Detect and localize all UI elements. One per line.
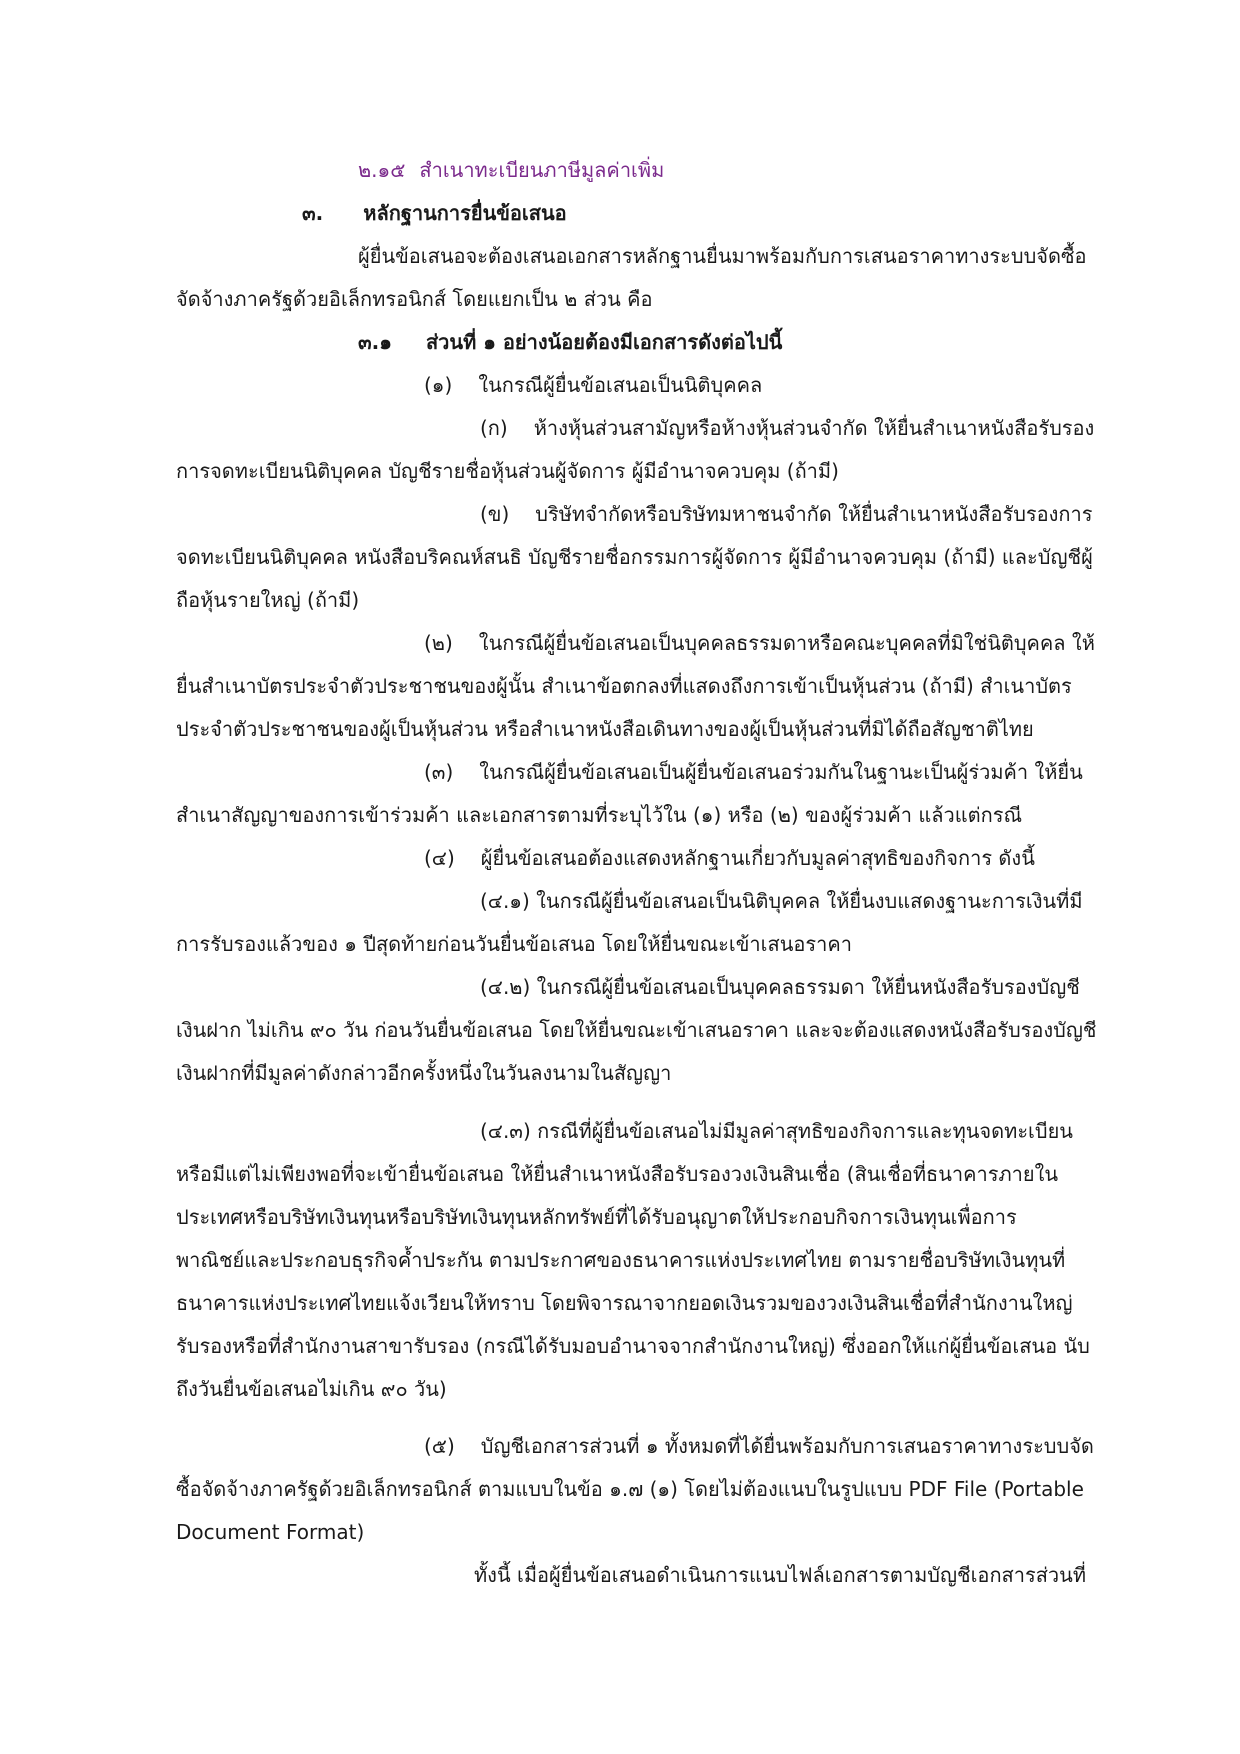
item-1b-text: บริษัทจำกัดหรือบริษัทมหาชนจำกัด ให้ยื่นสำเนาหนังสือรับรองการ [535, 502, 1093, 526]
intro-line-2: จัดจ้างภาครัฐด้วยอิเล็กทรอนิกส์ โดยแยกเป็น ๒ ส่วน คือ [176, 287, 653, 311]
section-3-1-heading [358, 328, 782, 356]
item-5-line-1 [424, 1432, 1094, 1460]
item-1a-line-1 [480, 414, 1094, 442]
item-5-line-3: Document Format) [176, 1520, 365, 1544]
item-1b-line-1 [480, 500, 1093, 528]
item-4-2-line-3: เงินฝากที่มีมูลค่าดังกล่าวอีกครั้งหนึ่งในวันลงนามในสัญญา [176, 1061, 672, 1085]
section-3-heading [302, 199, 567, 227]
item-4-2-line-2: เงินฝาก ไม่เกิน ๙๐ วัน ก่อนวันยื่นข้อเสนอ โดยให้ยื่นขณะเข้าเสนอราคา และจะต้องแสดงหนังสือรับรองบัญชี [176, 1018, 1097, 1042]
item-1-number: (๑) [424, 373, 453, 397]
item-4-1-line-2: การรับรองแล้วของ ๑ ปีสุดท้ายก่อนวันยื่นข้อเสนอ โดยให้ยื่นขณะเข้าเสนอราคา [176, 932, 852, 956]
item-1b-line-3: ถือหุ้นรายใหญ่ (ถ้ามี) [176, 588, 360, 612]
item-1-text: ในกรณีผู้ยื่นข้อเสนอเป็นนิติบุคคล [478, 373, 763, 397]
item-5-number: (๕) [424, 1434, 455, 1458]
item-1 [424, 371, 762, 399]
item-4-1-number: (๔.๑) [480, 889, 530, 913]
item-4-1-line-1 [480, 887, 1083, 915]
item-1a-text: ห้างหุ้นส่วนสามัญหรือห้างหุ้นส่วนจำกัด ให้ยื่นสำเนาหนังสือรับรอง [533, 416, 1095, 440]
item-2-15-number: ๒.๑๕ [358, 158, 406, 182]
item-2-15 [358, 156, 664, 184]
item-2-15-text: สำเนาทะเบียนภาษีมูลค่าเพิ่ม [419, 158, 665, 182]
item-1a-number: (ก) [480, 416, 508, 440]
item-4 [424, 844, 1035, 872]
item-4-number: (๔) [424, 846, 455, 870]
item-3-line-2: สำเนาสัญญาของการเข้าร่วมค้า และเอกสารตามที่ระบุไว้ใน (๑) หรือ (๒) ของผู้ร่วมค้า แล้วแต่กรณี [176, 803, 1023, 827]
item-4-3-line-1 [480, 1117, 1073, 1145]
item-4-2-line-1 [480, 973, 1080, 1001]
item-2-line-2: ยื่นสำเนาบัตรประจำตัวประชาชนของผู้นั้น สำเนาข้อตกลงที่แสดงถึงการเข้าเป็นหุ้นส่วน (ถ้ามี) สำเนาบัตร [176, 674, 1072, 698]
item-2-text: ในกรณีผู้ยื่นข้อเสนอเป็นบุคคลธรรมดาหรือคณะบุคคลที่มิใช่นิติบุคคล ให้ [478, 631, 1095, 655]
item-4-3-line-3: ประเทศหรือบริษัทเงินทุนหรือบริษัทเงินทุนหลักทรัพย์ที่ได้รับอนุญาตให้ประกอบกิจการเงินทุนเพื่อการ [176, 1205, 1017, 1229]
item-3-text: ในกรณีผู้ยื่นข้อเสนอเป็นผู้ยื่นข้อเสนอร่วมกันในฐานะเป็นผู้ร่วมค้า ให้ยื่น [479, 760, 1083, 784]
item-1b-number: (ข) [480, 502, 510, 526]
item-5-text: บัญชีเอกสารส่วนที่ ๑ ทั้งหมดที่ได้ยื่นพร้อมกับการเสนอราคาทางระบบจัด [480, 1434, 1094, 1458]
item-4-1-text: ในกรณีผู้ยื่นข้อเสนอเป็นนิติบุคคล ให้ยื่นงบแสดงฐานะการเงินที่มี [536, 889, 1083, 913]
section-3-1-title: ส่วนที่ ๑ อย่างน้อยต้องมีเอกสารดังต่อไปนี้ [425, 330, 783, 354]
item-4-3-number: (๔.๓) [480, 1119, 531, 1143]
item-3-line-1 [424, 758, 1083, 786]
item-4-3-line-7: ถึงวันยื่นข้อเสนอไม่เกิน ๙๐ วัน) [176, 1377, 447, 1401]
intro-line-1: ผู้ยื่นข้อเสนอจะต้องเสนอเอกสารหลักฐานยื่นมาพร้อมกับการเสนอราคาทางระบบจัดซื้อ [358, 244, 1087, 268]
item-4-3-line-4: พาณิชย์และประกอบธุรกิจค้ำประกัน ตามประกาศของธนาคารแห่งประเทศไทย ตามรายชื่อบริษัทเงินทุนที่ [176, 1248, 1066, 1272]
item-4-2-text: ในกรณีผู้ยื่นข้อเสนอเป็นบุคคลธรรมดา ให้ยื่นหนังสือรับรองบัญชี [536, 975, 1080, 999]
final-paragraph-line-1: ทั้งนี้ เมื่อผู้ยื่นข้อเสนอดำเนินการแนบไฟล์เอกสารตามบัญชีเอกสารส่วนที่ [474, 1563, 1087, 1587]
item-4-3-line-5: ธนาคารแห่งประเทศไทยแจ้งเวียนให้ทราบ โดยพิจารณาจากยอดเงินรวมของวงเงินสินเชื่อที่สำนักงานใหญ่ [176, 1291, 1073, 1315]
item-4-3-line-6: รับรองหรือที่สำนักงานสาขารับรอง (กรณีได้รับมอบอำนาจจากสำนักงานใหญ่) ซึ่งออกให้แก่ผู้ยื่นข้อเสนอ นับ [176, 1334, 1090, 1358]
item-4-2-number: (๔.๒) [480, 975, 531, 999]
item-4-text: ผู้ยื่นข้อเสนอต้องแสดงหลักฐานเกี่ยวกับมูลค่าสุทธิของกิจการ ดังนี้ [480, 846, 1035, 870]
item-5-line-2: ซื้อจัดจ้างภาครัฐด้วยอิเล็กทรอนิกส์ ตามแบบในข้อ ๑.๗ (๑) โดยไม่ต้องแนบในรูปแบบ PDF File (Portable [176, 1477, 1084, 1501]
section-3-1-number: ๓.๑ [358, 330, 392, 354]
item-1a-line-2: การจดทะเบียนนิติบุคคล บัญชีรายชื่อหุ้นส่วนผู้จัดการ ผู้มีอำนาจควบคุม (ถ้ามี) [176, 459, 839, 483]
item-2-line-1 [424, 629, 1095, 657]
item-4-3-text: กรณีที่ผู้ยื่นข้อเสนอไม่มีมูลค่าสุทธิของกิจการและทุนจดทะเบียน [537, 1119, 1073, 1143]
item-2-line-3: ประจำตัวประชาชนของผู้เป็นหุ้นส่วน หรือสำเนาหนังสือเดินทางของผู้เป็นหุ้นส่วนที่มิได้ถือสัญชาติไทย [176, 717, 1034, 741]
item-2-number: (๒) [424, 631, 453, 655]
item-1b-line-2: จดทะเบียนนิติบุคคล หนังสือบริคณห์สนธิ บัญชีรายชื่อกรรมการผู้จัดการ ผู้มีอำนาจควบคุม (ถ้ามี) และบัญชีผู้ [176, 545, 1093, 569]
item-4-3-line-2: หรือมีแต่ไม่เพียงพอที่จะเข้ายื่นข้อเสนอ ให้ยื่นสำเนาหนังสือรับรองวงเงินสินเชื่อ (สินเชื่อที่ธนาคารภายใน [176, 1162, 1059, 1186]
section-3-number: ๓. [302, 201, 324, 225]
item-3-number: (๓) [424, 760, 454, 784]
section-3-title: หลักฐานการยื่นข้อเสนอ [363, 201, 567, 225]
